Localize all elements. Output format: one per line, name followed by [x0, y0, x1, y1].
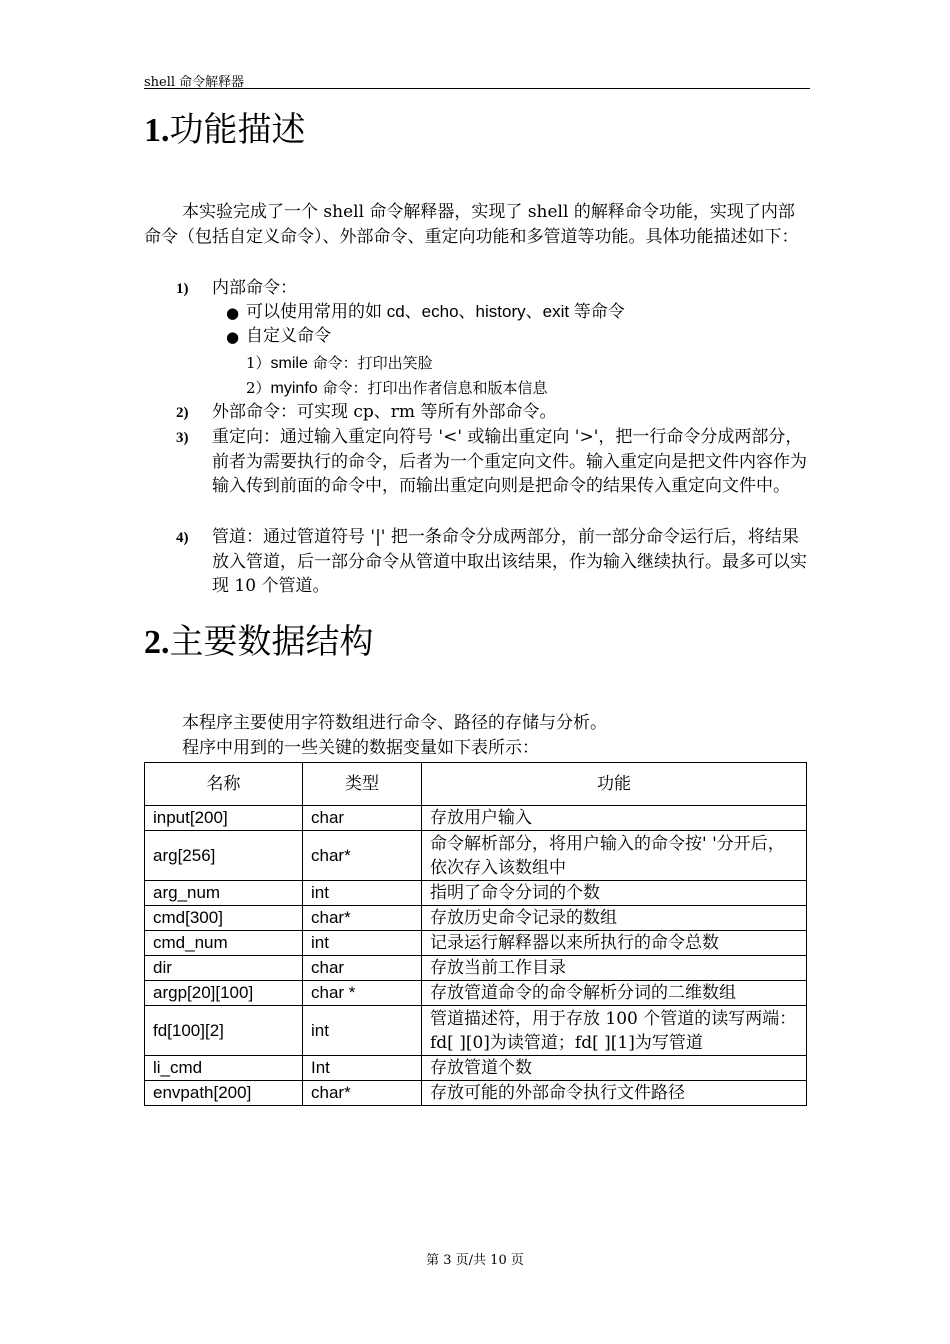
table-cell-type: char* — [303, 906, 422, 931]
list-marker: 2) — [176, 405, 189, 421]
running-header: shell 命令解释器 — [144, 75, 245, 90]
section-2-paragraph-2: 程序中用到的一些关键的数据变量如下表所示： — [182, 738, 539, 758]
table-cell-type: int — [303, 931, 422, 956]
section-2-heading — [144, 622, 374, 663]
table-cell-function: 记录运行解释器以来所执行的命令总数 — [422, 931, 807, 956]
list-marker: 1) — [176, 281, 189, 297]
table-cell-name: input[200] — [145, 806, 303, 831]
sub-item-text: 命令：打印出笑脸 — [307, 354, 433, 372]
list-item — [176, 276, 189, 302]
table-row — [145, 881, 807, 906]
table-cell-function: 存放管道命令的命令解析分词的二维数组 — [422, 981, 807, 1006]
table-cell-type: char * — [303, 981, 422, 1006]
sub-marker: 2） — [246, 379, 271, 397]
table-header-cell: 类型 — [303, 763, 422, 806]
section-1-title: 功能描述 — [169, 110, 306, 150]
table-cell-function: 命令解析部分，将用户输入的命令按' '分开后，依次存入该数组中 — [422, 831, 807, 881]
table-cell-type: char* — [303, 1081, 422, 1106]
table-cell-type: int — [303, 1006, 422, 1056]
table-cell-name: arg_num — [145, 881, 303, 906]
list-item-text: 外部命令：可实现 cp、rm 等所有外部命令。 — [212, 402, 557, 422]
table-row — [145, 831, 807, 881]
table-cell-name: cmd_num — [145, 931, 303, 956]
table-cell-name: envpath[200] — [145, 1081, 303, 1106]
section-1-heading — [144, 110, 306, 151]
table-header-cell: 功能 — [422, 763, 807, 806]
table-header-row — [145, 763, 807, 806]
table-row — [145, 1006, 807, 1056]
list-item-text: 重定向：通过输入重定向符号 '<' 或输出重定向 '>'，把一行命令分成两部分，前者为需要执行的命令，后者为一个重定向文件。输入重定向是把文件内容作为输入传到前面的命令中，而输出重定向则是把命令的结果传入重定向文件中。 — [212, 427, 807, 496]
table-row — [145, 906, 807, 931]
table-cell-name: arg[256] — [145, 831, 303, 881]
table-cell-function: 存放用户输入 — [422, 806, 807, 831]
table-cell-name: cmd[300] — [145, 906, 303, 931]
list-marker: 4) — [176, 530, 189, 546]
table-cell-type: Int — [303, 1056, 422, 1081]
table-row — [145, 806, 807, 831]
command-name: myinfo — [270, 380, 318, 397]
table-cell-type: int — [303, 881, 422, 906]
table-cell-name: fd[100][2] — [145, 1006, 303, 1056]
bullet-icon: ● — [226, 328, 240, 346]
list-item — [176, 425, 189, 451]
sub-item-text: 命令：打印出作者信息和版本信息 — [317, 379, 548, 397]
sub-marker: 1） — [246, 354, 271, 372]
table-cell-name: dir — [145, 956, 303, 981]
page-number: 第 3 页/共 10 页 — [426, 1253, 524, 1268]
table-row — [145, 956, 807, 981]
table-cell-function: 管道描述符，用于存放 100 个管道的读写两端：fd[ ][0]为读管道；fd[ ][1]为写管道 — [422, 1006, 807, 1056]
list-item-text: 管道：通过管道符号 '|' 把一条命令分成两部分，前一部分命令运行后，将结果放入管道，后一部分命令从管道中取出该结果，作为输入继续执行。最多可以实现 10 个管道。 — [212, 527, 807, 596]
section-2-paragraph-1: 本程序主要使用字符数组进行命令、路径的存储与分析。 — [182, 713, 607, 733]
table-cell-name: li_cmd — [145, 1056, 303, 1081]
header-rule — [144, 88, 810, 89]
table-cell-name: argp[20][100] — [145, 981, 303, 1006]
table-cell-function: 存放当前工作目录 — [422, 956, 807, 981]
table-row — [145, 981, 807, 1006]
table-header-cell: 名称 — [145, 763, 303, 806]
section-1-number: 1. — [144, 112, 170, 149]
list-marker: 3) — [176, 430, 189, 446]
table-cell-function: 存放可能的外部命令执行文件路径 — [422, 1081, 807, 1106]
table-cell-function: 存放历史命令记录的数组 — [422, 906, 807, 931]
table-row — [145, 1081, 807, 1106]
table-cell-type: char — [303, 806, 422, 831]
table-cell-type: char — [303, 956, 422, 981]
list-item — [176, 400, 189, 426]
bullet-icon: ● — [226, 304, 240, 322]
section-2-number: 2. — [144, 624, 170, 661]
sub-item — [246, 352, 433, 375]
command-name: smile — [270, 355, 308, 372]
table-cell-function: 指明了命令分词的个数 — [422, 881, 807, 906]
table-row — [145, 931, 807, 956]
table-cell-function: 存放管道个数 — [422, 1056, 807, 1081]
bullet-text: 可以使用常用的如 cd、echo、history、exit 等命令 — [246, 302, 625, 321]
table-row — [145, 1056, 807, 1081]
bullet-text: 自定义命令 — [246, 326, 331, 346]
table-cell-type: char* — [303, 831, 422, 881]
sub-item — [246, 377, 547, 400]
data-structure-table — [144, 762, 807, 1106]
list-item — [176, 525, 189, 551]
section-1-intro: 本实验完成了一个 shell 命令解释器，实现了 shell 的解释命令功能，实现了内部命令（包括自定义命令）、外部命令、重定向功能和多管道等功能。具体功能描述如下： — [144, 202, 799, 247]
section-2-title: 主要数据结构 — [169, 622, 374, 662]
list-item-text: 内部命令： — [212, 278, 297, 298]
